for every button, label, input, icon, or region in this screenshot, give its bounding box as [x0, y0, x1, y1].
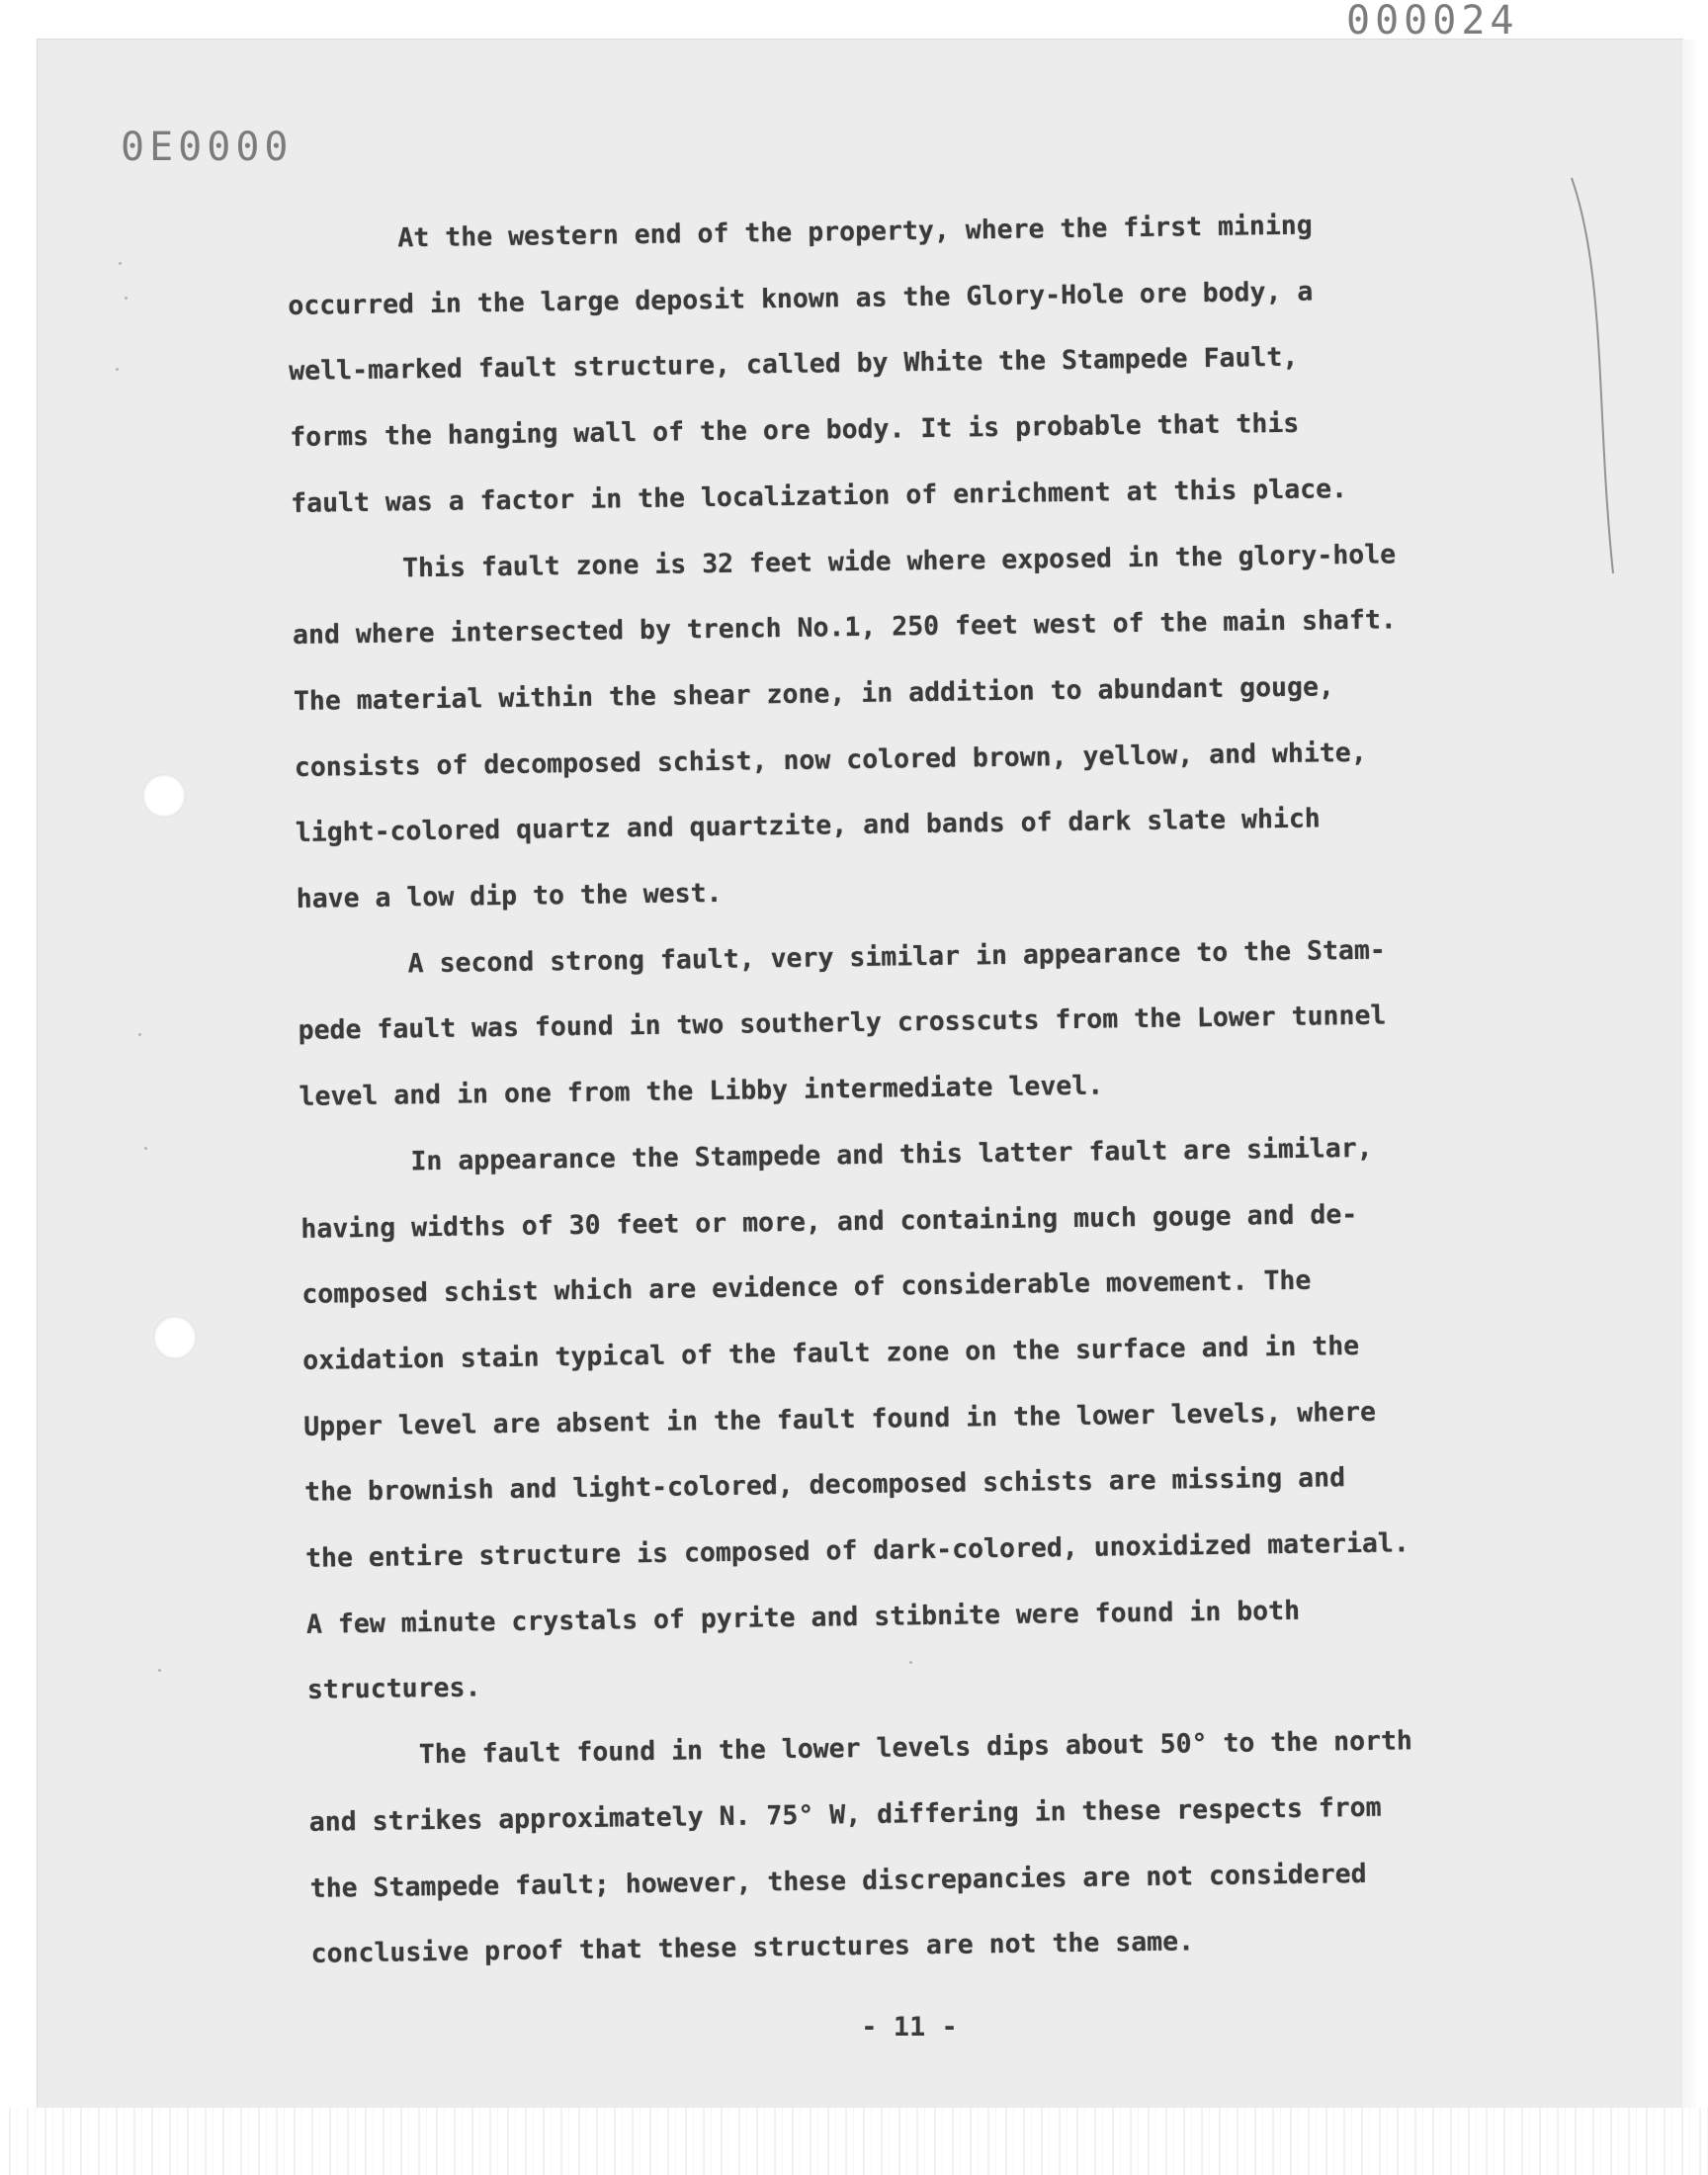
binding-mark-icon [1552, 158, 1631, 593]
page-stamp-top-left: 0E0000 [121, 125, 294, 170]
punch-hole-icon [153, 1316, 197, 1359]
scan-speck [116, 368, 119, 371]
paragraph-3: A second strong fault, very similar in appearance to the Stam- pede fault was found in two southerly crosscuts from the Lower tunnel level and in one from the Libby intermediate level. [298, 934, 1387, 1113]
scan-speck [119, 262, 122, 265]
scan-speck [125, 297, 128, 300]
page-stamp-top-right: 000024 [1346, 0, 1519, 44]
body-text [287, 191, 1537, 1988]
scan-speck [158, 1669, 161, 1672]
paragraph-1: At the western end of the property, where the first mining occurred in the large deposit known as the Glory-Hole ore body, a well-marked fault structure, called by White the Stampede Fault, forms the hanging wall of the ore body. It is probable that this fault was a factor in the localization of enrichment at this place. [288, 210, 1348, 519]
punch-hole-icon [142, 774, 186, 818]
scan-speck [144, 1147, 147, 1150]
paragraph-4: In appearance the Stampede and this latter fault are similar, having widths of 30 feet or more, and containing much gouge and de- composed schist which are evidence of considerable movement. The oxidation stain typical of the fault zone on the surface and in the Upper level are absent in the fault found in the lower levels, where the brownish and light-colored, decomposed schists are missing and the entire structure is composed of dark-colored, unoxidized material. A few minute crystals of pyrite and stibnite were found in both structures. [300, 1132, 1410, 1706]
paragraph-2: This fault zone is 32 feet wide where exposed in the glory-hole and where intersected by trench No.1, 250 feet west of the main shaft. The material within the shear zone, in addition to abundant gouge, consists of decomposed schist, now colored brown, yellow, and white, light-colored quartz and quartzite, and bands of dark slate which have a low dip to the west. [292, 538, 1397, 914]
paragraph-5: The fault found in the lower levels dips about 50° to the north and strikes approximately N. 75° W, differing in these respects from the Stampede fault; however, these discrepancies are not considered conclusive proof that these structures are not the same. [308, 1725, 1413, 1970]
scan-bottom-artifacts [0, 2108, 1708, 2175]
scan-speck [138, 1033, 141, 1036]
page-number: - 11 - [861, 2012, 958, 2043]
page-right-edge [1682, 40, 1696, 2108]
